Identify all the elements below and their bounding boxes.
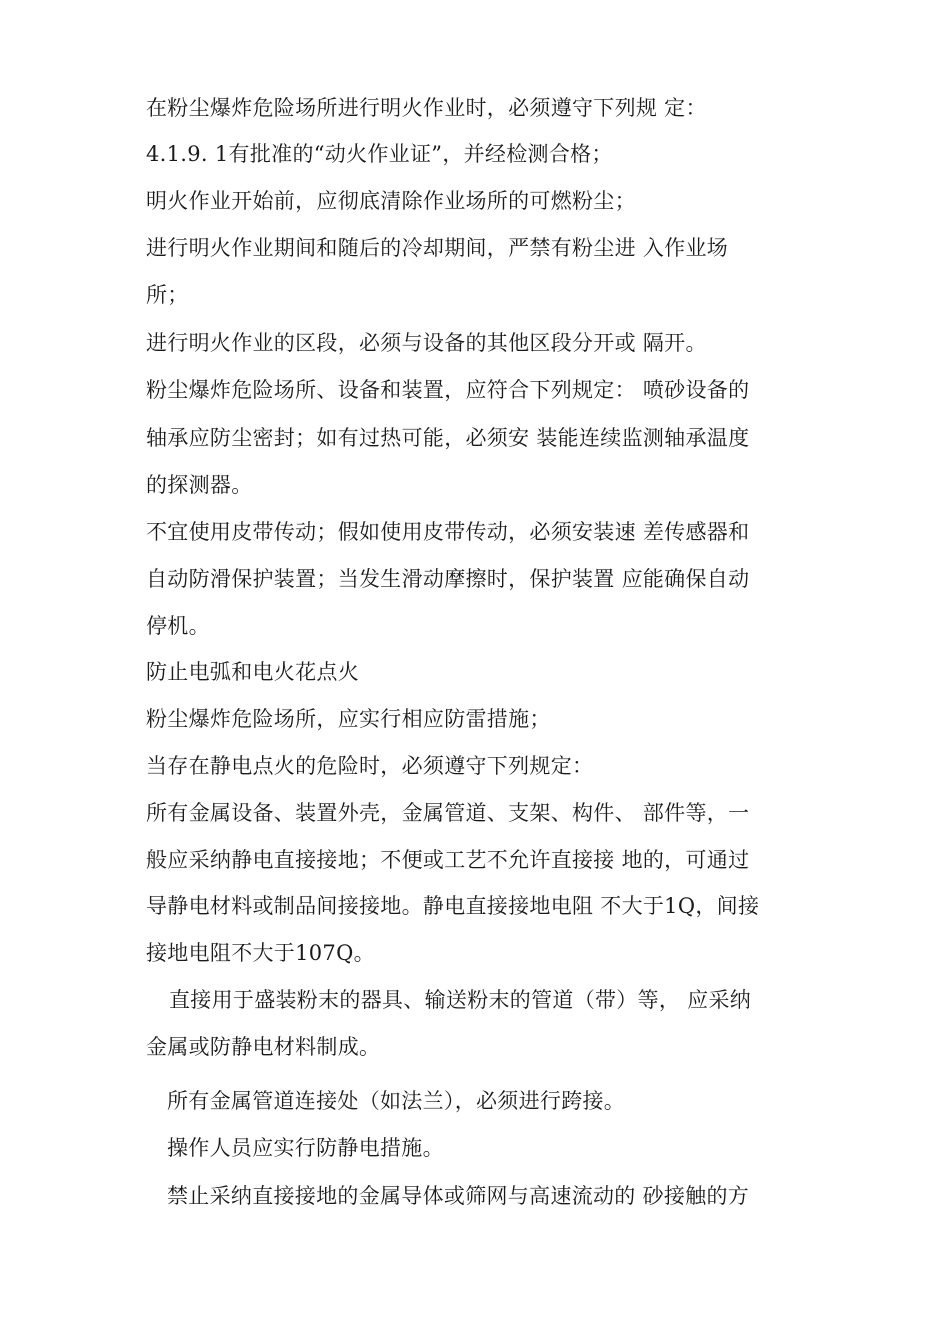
- text-line: 导静电材料或制品间接接地。静电直接接地电阻 不大于1Q，间接: [146, 894, 760, 918]
- text-line: 停机。: [146, 614, 210, 638]
- text-line: 般应采纳静电直接接地；不便或工艺不允许直接接 地的，可通过: [146, 848, 750, 872]
- text-line: 在粉尘爆炸危险场所进行明火作业时，必须遵守下列规 定：: [146, 96, 707, 120]
- text-line: 进行明火作业的区段，必须与设备的其他区段分开或 隔开。: [146, 331, 707, 355]
- text-line: 操作人员应实行防静电措施。: [167, 1136, 444, 1160]
- text-line: 4.1.9. 1有批准的“动火作业证”，并经检测合格；: [146, 142, 613, 166]
- text-line: 当存在静电点火的危险时，必须遵守下列规定：: [146, 754, 594, 778]
- text-line: 防止电弧和电火花点火: [146, 660, 359, 684]
- text-line: 明火作业开始前，应彻底清除作业场所的可燃粉尘；: [146, 189, 636, 213]
- text-line: 的探测器。: [146, 473, 253, 497]
- text-line: 所有金属设备、装置外壳，金属管道、支架、构件、 部件等，一: [146, 801, 750, 825]
- text-line: 金属或防静电材料制成。: [146, 1035, 381, 1059]
- text-line: 接地电阻不大于107Q。: [146, 941, 375, 965]
- text-line: 所有金属管道连接处（如法兰），必须进行跨接。: [167, 1089, 626, 1113]
- text-line: 直接用于盛装粉末的器具、输送粉末的管道（带）等， 应采纳: [169, 988, 752, 1012]
- text-line: 粉尘爆炸危险场所、设备和装置，应符合下列规定： 喷砂设备的: [146, 378, 750, 402]
- text-line: 禁止采纳直接接地的金属导体或筛网与高速流动的 砂接触的方: [167, 1184, 750, 1208]
- text-line: 所；: [146, 283, 189, 307]
- text-line: 轴承应防尘密封；如有过热可能，必须安 装能连续监测轴承温度: [146, 426, 750, 450]
- text-line: 进行明火作业期间和随后的冷却期间，严禁有粉尘进 入作业场: [146, 236, 729, 260]
- text-line: 粉尘爆炸危险场所，应实行相应防雷措施；: [146, 707, 551, 731]
- text-line: 不宜使用皮带传动；假如使用皮带传动，必须安装速 差传感器和: [146, 520, 750, 544]
- text-line: 自动防滑保护装置；当发生滑动摩擦时，保护装置 应能确保自动: [146, 567, 750, 591]
